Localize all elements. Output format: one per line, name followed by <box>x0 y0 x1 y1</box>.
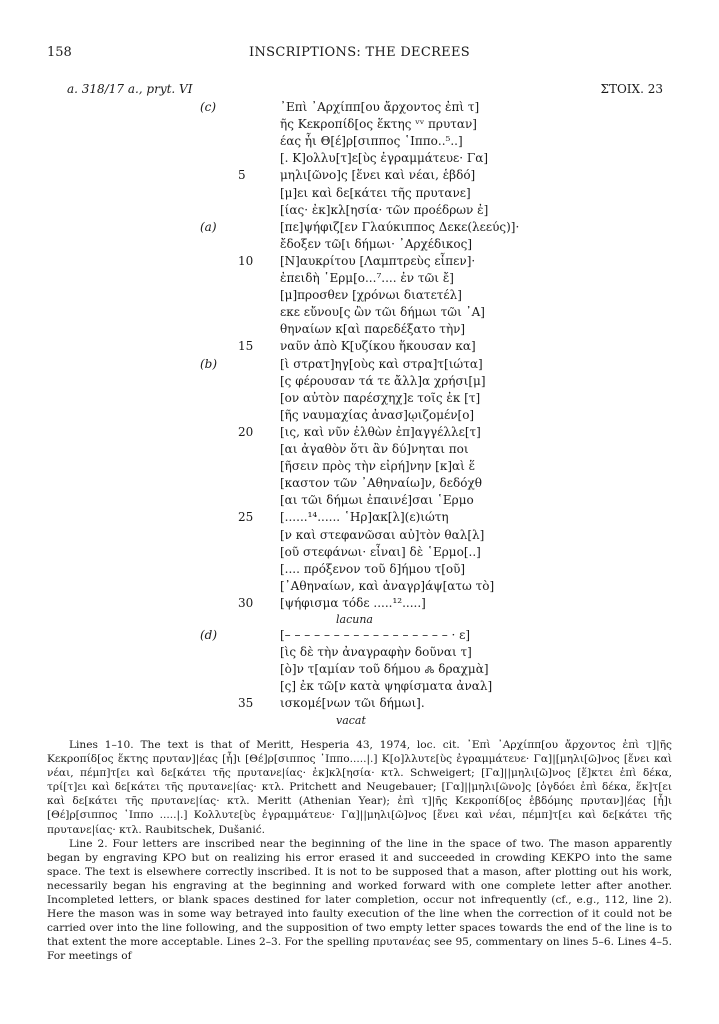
line-number: 35 <box>238 696 254 711</box>
inscription-line: ῆς Κεκροπίδ[ος ἕκτης ᵛᵛ πρυταν] <box>280 117 477 132</box>
commentary-paragraph: Lines 1–10. The text is that of Meritt, Hesperia 43, 1974, loc. cit. ᾿Επὶ ᾿Αρχίππ[ου ἄρχοντος ἐπὶ τ]|ῆς Κεκροπίδ[ος ἕκτης πρυταν]|έας [ἧ]ι [Θέ]ρ[σιππος ῾Ιππο.....|.] Κ[ο]λλυτε[ὺς ἐγραμμάτευε· Γα]|[μηλι[ῶ]νος [ἕνει καὶ νέαι, πέμπ]τ[ει καὶ δε[κάτει τῆς πρυτανε|ίας· ἐκ]κλ[ησία· κτλ. Schweigert; [Γα]||μηλι[ῶ]νος [ἕ]κτει ἐπὶ δέκα, τρί[τ]ει καὶ δε[κάτει τῆς πρυτανε|ίας· κτλ. Pritchett and Neugebauer; [Γα]||μηλι[ῶνο]ς [ὀγδόει ἐπὶ δέκα, ἕκ]τ[ει καὶ δε[κάτει τῆς πρυτανε|ίας· κτλ. Meritt (Athenian Year); ἐπὶ τ]|ῆς Κεκροπίδ[ος ἑβδόμης πρυταν]|έας [ἧ]ι [Θέ]ρ[σιππος ῾Ιππο .....|.] Κολλυτε[ὺς ἐγραμμάτευε· Γα]||μηλι[ῶ]νος [ἕνει καὶ νέαι, πέμπ]τ[ει καὶ δε[κάτει τῆς πρυτανε|ίας· κτλ. Raubitschek, Dušanić. <box>47 739 672 836</box>
inscription-line: [ς] ἐκ τῶ[ν κατὰ ψηφίσματα ἀναλ] <box>280 679 493 694</box>
inscription-line: ναῦν ἀπὸ Κ[υζίκου ἥκουσαν κα] <box>280 339 476 354</box>
line-number: 10 <box>238 253 254 268</box>
decree-date: a. 318/17 a., pryt. VI <box>67 82 193 96</box>
inscription-line: [ν καὶ στεφανῶσαι αὐ]τὸν θαλ[λ] <box>280 527 485 542</box>
page-number: 158 <box>47 45 72 60</box>
lacuna-note: lacuna <box>336 613 373 626</box>
inscription-line: θηναίων κ[αὶ παρεδέξατο τὴν] <box>280 322 466 337</box>
inscription-line: [ῆς ναυμαχίας ἀνασ]ῳιζομέν[ο] <box>280 407 475 422</box>
inscription-line: [ψήφισμα τόδε .....¹².....] <box>280 595 426 610</box>
inscription-line: ισκομέ[νων τῶι δήμωι]. <box>280 696 425 711</box>
line-number: 30 <box>238 595 254 610</box>
inscription-line: [ῆσειν πρὸς τὴν εἰρή]νην [κ]αὶ ἕ <box>280 459 476 474</box>
inscription-line: ᾿Επὶ ᾿Αρχίππ[ου ἄρχοντος ἐπὶ τ] <box>280 100 480 114</box>
inscription-line: [αι τῶι δήμωι ἐπαινέ]σαι ῾Ερμο <box>280 493 474 508</box>
fragment-marker: (c) <box>200 100 217 114</box>
inscription-line: [ον αὐτὸν παρέσχηχ]ε τοῖς ἐκ [τ] <box>280 390 481 405</box>
inscription-line: [......¹⁴...... ῾Ηρ]ακ[λ](ε)ιώτη <box>280 510 449 525</box>
fragment-marker: (b) <box>200 356 218 371</box>
inscription-line: ἔδοξεν τῶ[ι δήμωι· ᾿Αρχέδικος] <box>280 236 473 251</box>
fragment-marker: (a) <box>200 219 217 234</box>
inscription-line: [καστον τῶν ᾿Αθηναίω]ν, δεδόχθ <box>280 476 482 491</box>
stoichedon-count: ΣΤΟΙΧ. 23 <box>600 82 663 96</box>
fragment-marker: (d) <box>200 628 218 642</box>
line-number: 25 <box>238 510 254 525</box>
inscription-line: [– – – – – – – – – – – – – – – – – · ε] <box>280 628 471 642</box>
inscription-line: [ίας· ἐκ]κλ[ησία· τῶν προέδρων ἐ] <box>280 202 489 217</box>
inscription-line: [ις, καὶ νῦν ἐλθὼν ἐπ]αγγέλλε[τ] <box>280 424 481 439</box>
inscription-line: [πε]ψήφιζ[εν Γλαύκιππος Δεκε(λεεύς)]· <box>280 219 520 234</box>
running-title: INSCRIPTIONS: THE DECREES <box>249 45 470 60</box>
vacat-note: vacat <box>336 713 366 727</box>
inscription-line: εκε εὔνου[ς ὢν τῶι δήμωι τῶι ᾿Α] <box>280 305 485 320</box>
line-number: 20 <box>238 424 254 439</box>
inscription-line: [. Κ]ολλυ[τ]ε[ὺς ἐγραμμάτευε· Γα] <box>280 151 488 166</box>
inscription-line: έας ἧι Θ[έ]ρ[σιππος ῾Ιππο..⁵..] <box>280 134 463 149</box>
line-number: 15 <box>238 339 254 354</box>
inscription-line: [ς φέρουσαν τά τε ἄλλ]α χρήσι[μ] <box>280 373 486 388</box>
inscription-line: [.... πρόξενον τοῦ δ]ήμου τ[οῦ] <box>280 561 466 576</box>
inscription-line: [οῦ στεφάνωι· εἶναι] δὲ ῾Ερμο[..] <box>280 544 481 559</box>
inscription-line: μηλι[ῶνο]ς [ἕνει καὶ νέαι, ἑβδό] <box>280 168 476 183</box>
inscription-line: [Ν]αυκρίτου [Λαμπτρεὺς εἶπεν]· <box>280 253 476 268</box>
inscription-line: [μ]προσθεν [χρόνωι διατετέλ] <box>280 288 462 303</box>
line-number: 5 <box>238 168 246 183</box>
commentary-paragraph: Line 2. Four letters are inscribed near the beginning of the line in the space of two. The mason apparently began by engraving KPO but on realizing his error erased it and succeeded in crowding KEKPO into the same space. The text is elsewhere correctly inscribed. It is not to be supposed that a mason, after plotting out his work, necessarily began his engraving at the beginning and worked forward with one complete letter after another. Incompleted letters, or blank spaces destined for later completion, occur not infrequently (cf., e.g., 112, line 2). Here the mason was in some way betrayed into faulty execution of the line when the correction of it could not be carried over into the line following, and the supposition of two empty letter spaces towards the end of the line is to that extent the more acceptable. Lines 2–3. For the spelling πρυτανέας see 95, commentary on lines 5–6. Lines 4–5. For meetings of <box>47 837 672 963</box>
inscription-line: [αι ἀγαθὸν ὅτι ἂν δύ]νηται ποι <box>280 442 469 456</box>
inscription-line: [ὸ]ν τ[αμίαν τοῦ δήμου 🝆 δραχμὰ] <box>280 662 489 677</box>
inscription-line: [᾿Αθηναίων, καὶ ἀναγρ]άψ[ατω τὸ] <box>280 578 495 593</box>
inscription-line: [ὶς δὲ τὴν ἀναγραφὴν δοῦναι τ] <box>280 645 472 660</box>
commentary <box>47 738 672 964</box>
inscription-line: [ὶ στρατ]ηγ[οὺς καὶ στρα]τ[ιώτα] <box>280 356 483 371</box>
inscription-line: ἐπειδὴ ῾Ερμ[ο...⁷.... ἐν τῶι ἔ] <box>280 271 454 285</box>
inscription-line: [μ]ει καὶ δε[κάτει τῆς πρυτανε] <box>280 185 471 200</box>
